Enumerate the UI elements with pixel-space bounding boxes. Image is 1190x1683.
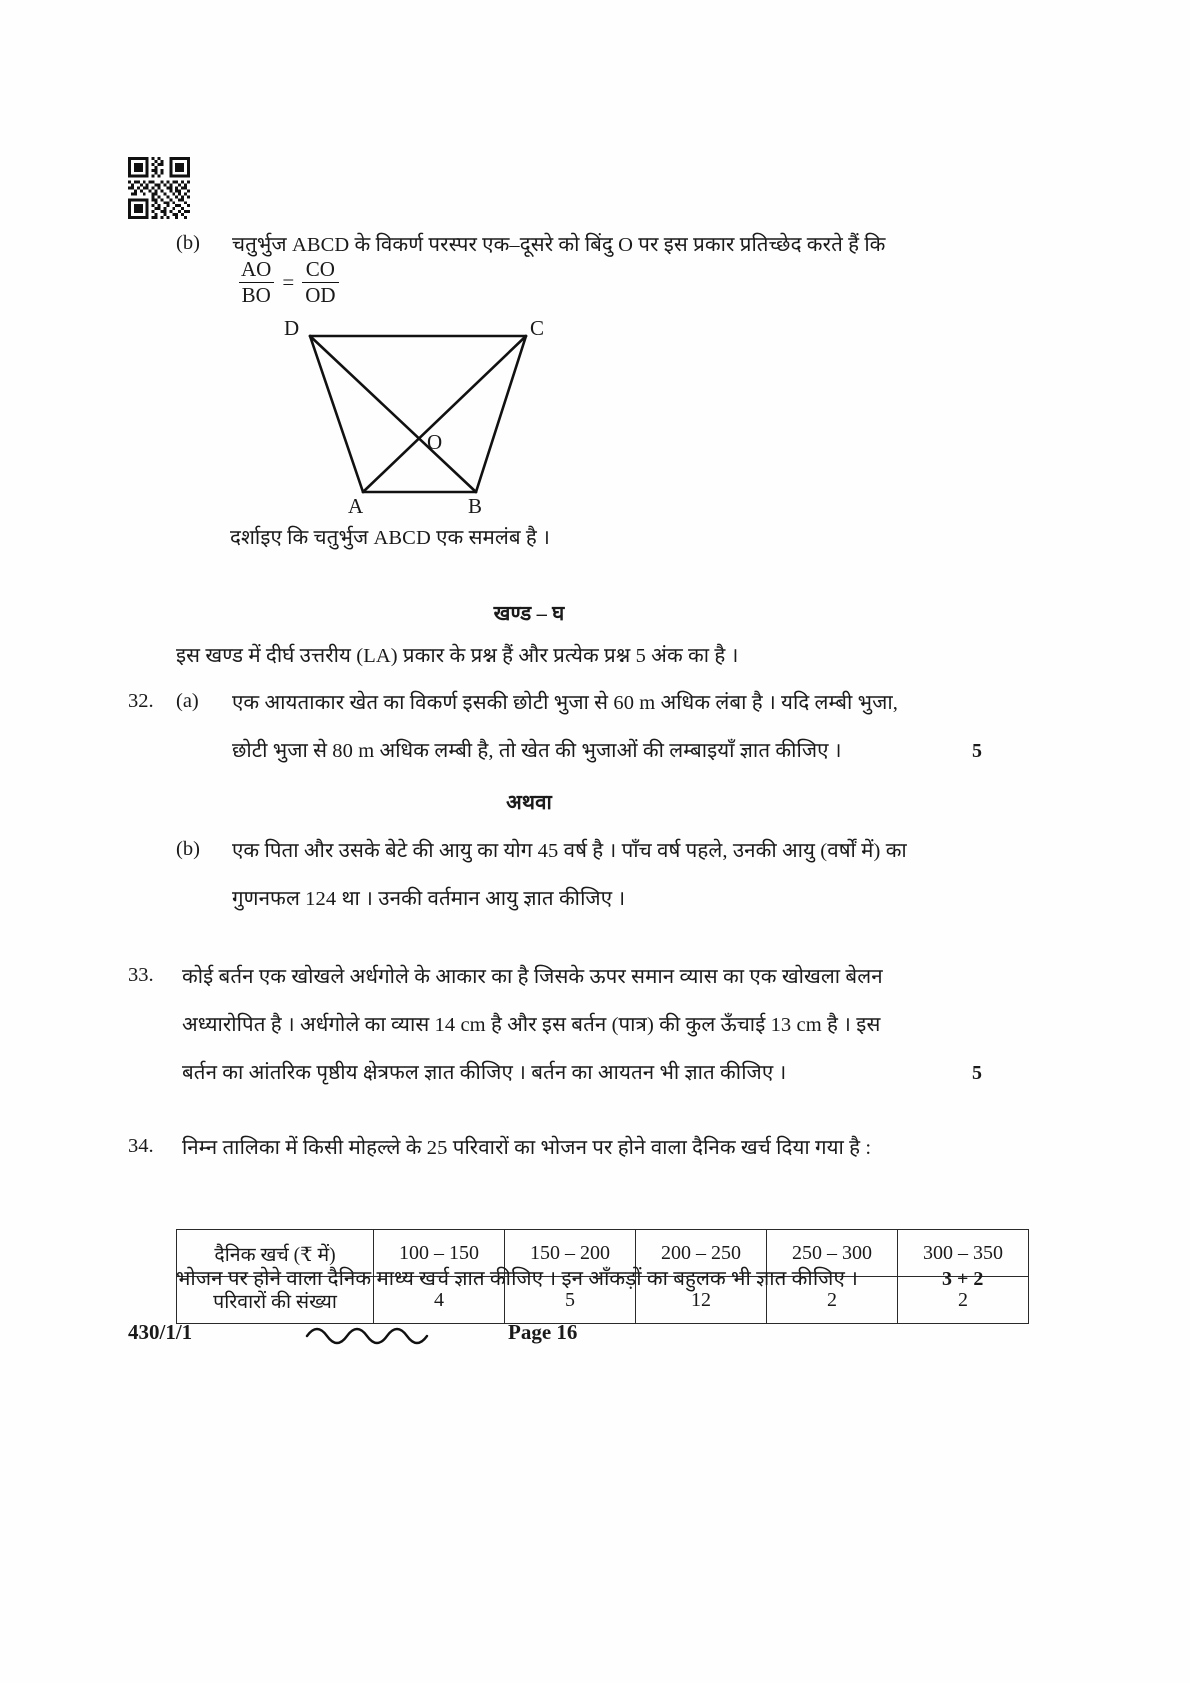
ratio-equation <box>238 258 339 306</box>
row-header-expenditure: दैनिक खर्च (₹ में) <box>177 1230 374 1277</box>
vertex-label-C: C <box>530 316 545 340</box>
question-31b-text: चतुर्भुज ABCD के विकर्ण परस्पर एक–दूसरे को बिंदु O पर इस प्रकार प्रतिच्छेद करते हैं कि <box>232 234 886 256</box>
vertex-label-D: D <box>284 316 300 340</box>
class-interval-2: 150 – 200 <box>505 1230 636 1277</box>
question-33-line-3: बर्तन का आंतरिक पृष्ठीय क्षेत्रफल ज्ञात कीजिए । बर्तन का आयतन भी ज्ञात कीजिए । <box>182 1062 787 1084</box>
paper-code: 430/1/1 <box>128 1320 193 1344</box>
vertex-label-O: O <box>427 430 443 454</box>
fraction-left <box>238 258 274 306</box>
question-32a-label: (a) <box>176 690 199 712</box>
frequency-5: 2 <box>898 1277 1029 1324</box>
question-32a-line-1: एक आयताकार खेत का विकर्ण इसकी छोटी भुजा से 60 m अधिक लंबा है । यदि लम्बी भुजा, <box>232 692 899 714</box>
quadrilateral-figure <box>258 316 598 521</box>
question-32b-line-2: गुणनफल 124 था । उनकी वर्तमान आयु ज्ञात कीजिए । <box>232 888 626 910</box>
question-33-line-2: अध्यारोपित है । अर्धगोले का व्यास 14 cm है और इस बर्तन (पात्र) की कुल ऊँचाई 13 cm है । इस <box>182 1014 881 1036</box>
class-interval-5: 300 – 350 <box>898 1230 1029 1277</box>
question-32-number: 32. <box>128 690 154 712</box>
class-interval-4: 250 – 300 <box>767 1230 898 1277</box>
question-32a-line-2: छोटी भुजा से 80 m अधिक लम्बी है, तो खेत की भुजाओं की लम्बाइयाँ ज्ञात कीजिए । <box>232 740 842 762</box>
frequency-3: 12 <box>636 1277 767 1324</box>
vertex-label-A: A <box>348 494 364 518</box>
equals-sign: = <box>282 269 295 294</box>
wave-divider-icon <box>305 1322 429 1348</box>
frequency-4: 2 <box>767 1277 898 1324</box>
question-32-marks: 5 <box>972 740 982 762</box>
qr-code-icon <box>128 157 190 219</box>
question-32-or: अथवा <box>506 792 552 814</box>
fraction-right-numerator: CO <box>305 257 335 281</box>
question-31b-conclusion: दर्शाइए कि चतुर्भुज ABCD एक समलंब है । <box>230 527 551 549</box>
fraction-left-numerator: AO <box>241 257 272 281</box>
question-33-line-1: कोई बर्तन एक खोखले अर्धगोले के आकार का है जिसके ऊपर समान व्यास का एक खोखला बेलन <box>182 966 883 988</box>
page-label: Page 16 <box>508 1320 578 1344</box>
frequency-2: 5 <box>505 1277 636 1324</box>
fraction-left-denominator: BO <box>239 282 274 307</box>
section-heading: खण्ड – घ <box>493 603 565 625</box>
question-32b-label: (b) <box>176 838 200 860</box>
question-33-number: 33. <box>128 964 154 986</box>
section-instruction: इस खण्ड में दीर्घ उत्तरीय (LA) प्रकार के प्रश्न हैं और प्रत्येक प्रश्न 5 अंक का है । <box>176 645 739 667</box>
fraction-right <box>302 258 338 306</box>
class-interval-3: 200 – 250 <box>636 1230 767 1277</box>
question-34-intro: निम्न तालिका में किसी मोहल्ले के 25 परिवारों का भोजन पर होने वाला दैनिक खर्च दिया गया है : <box>182 1137 872 1159</box>
frequency-1: 4 <box>374 1277 505 1324</box>
vertex-label-B: B <box>468 494 483 518</box>
class-interval-1: 100 – 150 <box>374 1230 505 1277</box>
question-34-followup: भोजन पर होने वाला दैनिक माध्य खर्च ज्ञात कीजिए । इन आँकड़ों का बहुलक भी ज्ञात कीजिए । <box>176 1268 858 1290</box>
row-header-families: परिवारों की संख्या <box>177 1277 374 1324</box>
question-32b-line-1: एक पिता और उसके बेटे की आयु का योग 45 वर्ष है । पाँच वर्ष पहले, उनकी आयु (वर्षों में) का <box>232 840 907 862</box>
question-34-number: 34. <box>128 1135 154 1157</box>
question-33-marks: 5 <box>972 1062 982 1084</box>
question-34-marks: 3 + 2 <box>942 1268 984 1290</box>
question-31b-label: (b) <box>176 232 200 254</box>
fraction-right-denominator: OD <box>302 282 338 307</box>
